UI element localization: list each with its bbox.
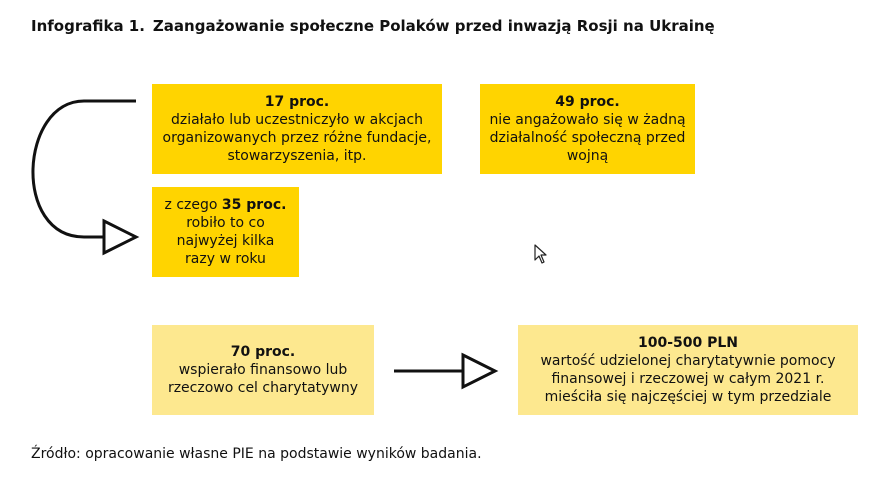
- curved-arrow: [33, 101, 136, 253]
- mouse-pointer-icon: [534, 244, 548, 264]
- source-note: Źródło: opracowanie własne PIE na podstawie wyników badania.: [31, 446, 482, 462]
- stat-box-pln-range: [518, 325, 858, 415]
- infographic-title: [31, 17, 715, 35]
- box-value: 49 proc.: [555, 94, 620, 110]
- stat-box-70-percent: [152, 325, 374, 415]
- stat-box-17-percent: [152, 84, 442, 174]
- infographic-heading: Zaangażowanie społeczne Polaków przed inwazją Rosji na Ukrainę: [152, 17, 715, 35]
- box-description: nie angażowało się w żadną działalność społeczną przed wojną: [489, 112, 686, 164]
- box-prefix: z czego: [164, 197, 222, 213]
- box-description: wspierało finansowo lub rzeczowo cel charytatywny: [167, 362, 359, 396]
- box-value: 100-500 PLN: [637, 335, 739, 351]
- stat-box-35-percent: [152, 187, 299, 277]
- box-description: wartość udzielonej charytatywnie pomocy finansowej i rzeczowej w całym 2021 r. mieściła się najczęściej w tym przedziale: [540, 353, 836, 405]
- infographic-number: Infografika 1.: [31, 17, 145, 35]
- box-description: działało lub uczestniczyło w akcjach organizowanych przez różne fundacje, stowarzyszenia, itp.: [162, 112, 432, 164]
- straight-arrow: [394, 355, 495, 387]
- box-value: 35 proc.: [221, 197, 287, 213]
- box-value: 70 proc.: [230, 344, 296, 360]
- box-value: 17 proc.: [264, 94, 330, 110]
- stat-box-49-percent: [480, 84, 695, 174]
- box-description: robiło to co najwyżej kilka razy w roku: [176, 215, 275, 267]
